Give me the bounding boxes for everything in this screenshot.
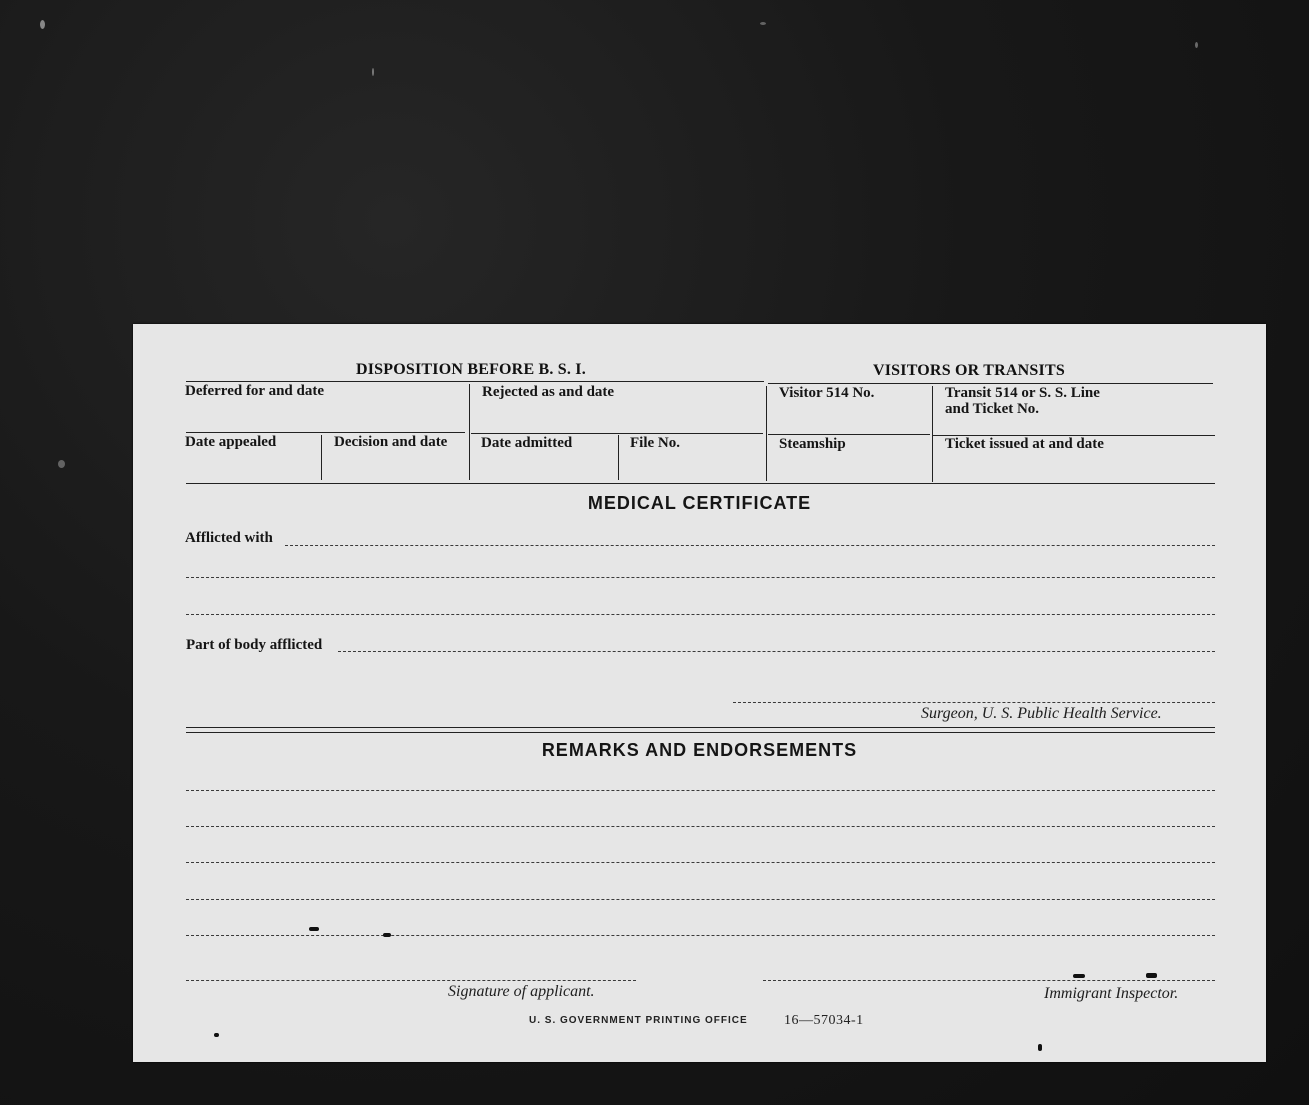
remarks-line-2 bbox=[186, 826, 1215, 827]
mid-rule-1 bbox=[186, 432, 465, 433]
date-admitted-label: Date admitted bbox=[481, 435, 573, 451]
ink-speck bbox=[1038, 1044, 1042, 1051]
ink-speck bbox=[309, 927, 319, 931]
film-dust-speck bbox=[372, 68, 374, 76]
ink-speck bbox=[1073, 974, 1085, 978]
inspector-signature-line bbox=[763, 980, 1215, 981]
mid-rule-2 bbox=[471, 433, 763, 434]
visitor-514-label: Visitor 514 No. bbox=[779, 385, 875, 401]
surgeon-caption: Surgeon, U. S. Public Health Service. bbox=[921, 705, 1162, 722]
immigration-record-card bbox=[133, 324, 1266, 1062]
ink-speck bbox=[1146, 973, 1157, 978]
decision-label: Decision and date bbox=[334, 434, 448, 450]
col-divider-c bbox=[932, 386, 933, 482]
deferred-label: Deferred for and date bbox=[185, 383, 324, 399]
col-divider-b bbox=[766, 386, 767, 481]
col-divider-e bbox=[618, 435, 619, 480]
steamship-label: Steamship bbox=[779, 436, 846, 452]
inspector-caption: Immigrant Inspector. bbox=[1044, 985, 1179, 1002]
visitors-heading: VISITORS OR TRANSITS bbox=[873, 362, 1065, 379]
remarks-line-1 bbox=[186, 790, 1215, 791]
mid-rule-3 bbox=[768, 434, 930, 435]
ticket-issued-label: Ticket issued at and date bbox=[945, 436, 1104, 452]
film-dust-speck bbox=[1195, 42, 1198, 48]
remarks-line-5 bbox=[186, 935, 1215, 936]
printer-imprint: U. S. GOVERNMENT PRINTING OFFICE bbox=[529, 1015, 748, 1026]
col-divider-a bbox=[469, 384, 470, 480]
afflicted-line-3 bbox=[186, 614, 1215, 615]
double-rule-top bbox=[186, 727, 1215, 728]
applicant-signature-line bbox=[186, 980, 636, 981]
film-dust-speck bbox=[58, 460, 65, 468]
afflicted-line-2 bbox=[186, 577, 1215, 578]
part-of-body-line bbox=[338, 651, 1215, 652]
film-dust-speck bbox=[40, 20, 45, 29]
col-divider-d bbox=[321, 435, 322, 480]
remarks-line-3 bbox=[186, 862, 1215, 863]
medical-certificate-heading: MEDICAL CERTIFICATE bbox=[587, 493, 812, 513]
double-rule-bottom bbox=[186, 732, 1215, 733]
film-dust-speck bbox=[760, 22, 766, 25]
applicant-signature-caption: Signature of applicant. bbox=[448, 983, 595, 1000]
surgeon-signature-line bbox=[733, 702, 1215, 703]
remarks-line-4 bbox=[186, 899, 1215, 900]
remarks-heading: REMARKS AND ENDORSEMENTS bbox=[541, 740, 858, 760]
file-no-label: File No. bbox=[630, 435, 680, 451]
afflicted-with-label: Afflicted with bbox=[185, 530, 273, 546]
ink-speck bbox=[383, 933, 391, 937]
form-number: 16—57034-1 bbox=[784, 1013, 864, 1028]
afflicted-line-1 bbox=[285, 545, 1215, 546]
ink-speck bbox=[214, 1033, 219, 1037]
top-rule-left bbox=[186, 381, 764, 382]
date-appealed-label: Date appealed bbox=[185, 434, 277, 450]
rejected-label: Rejected as and date bbox=[482, 384, 615, 400]
top-rule-right bbox=[768, 383, 1213, 384]
disposition-heading: DISPOSITION BEFORE B. S. I. bbox=[356, 361, 586, 378]
transit-514-label: Transit 514 or S. S. Line and Ticket No. bbox=[945, 385, 1100, 417]
part-of-body-label: Part of body afflicted bbox=[186, 637, 323, 653]
table-bottom-rule bbox=[186, 483, 1215, 484]
